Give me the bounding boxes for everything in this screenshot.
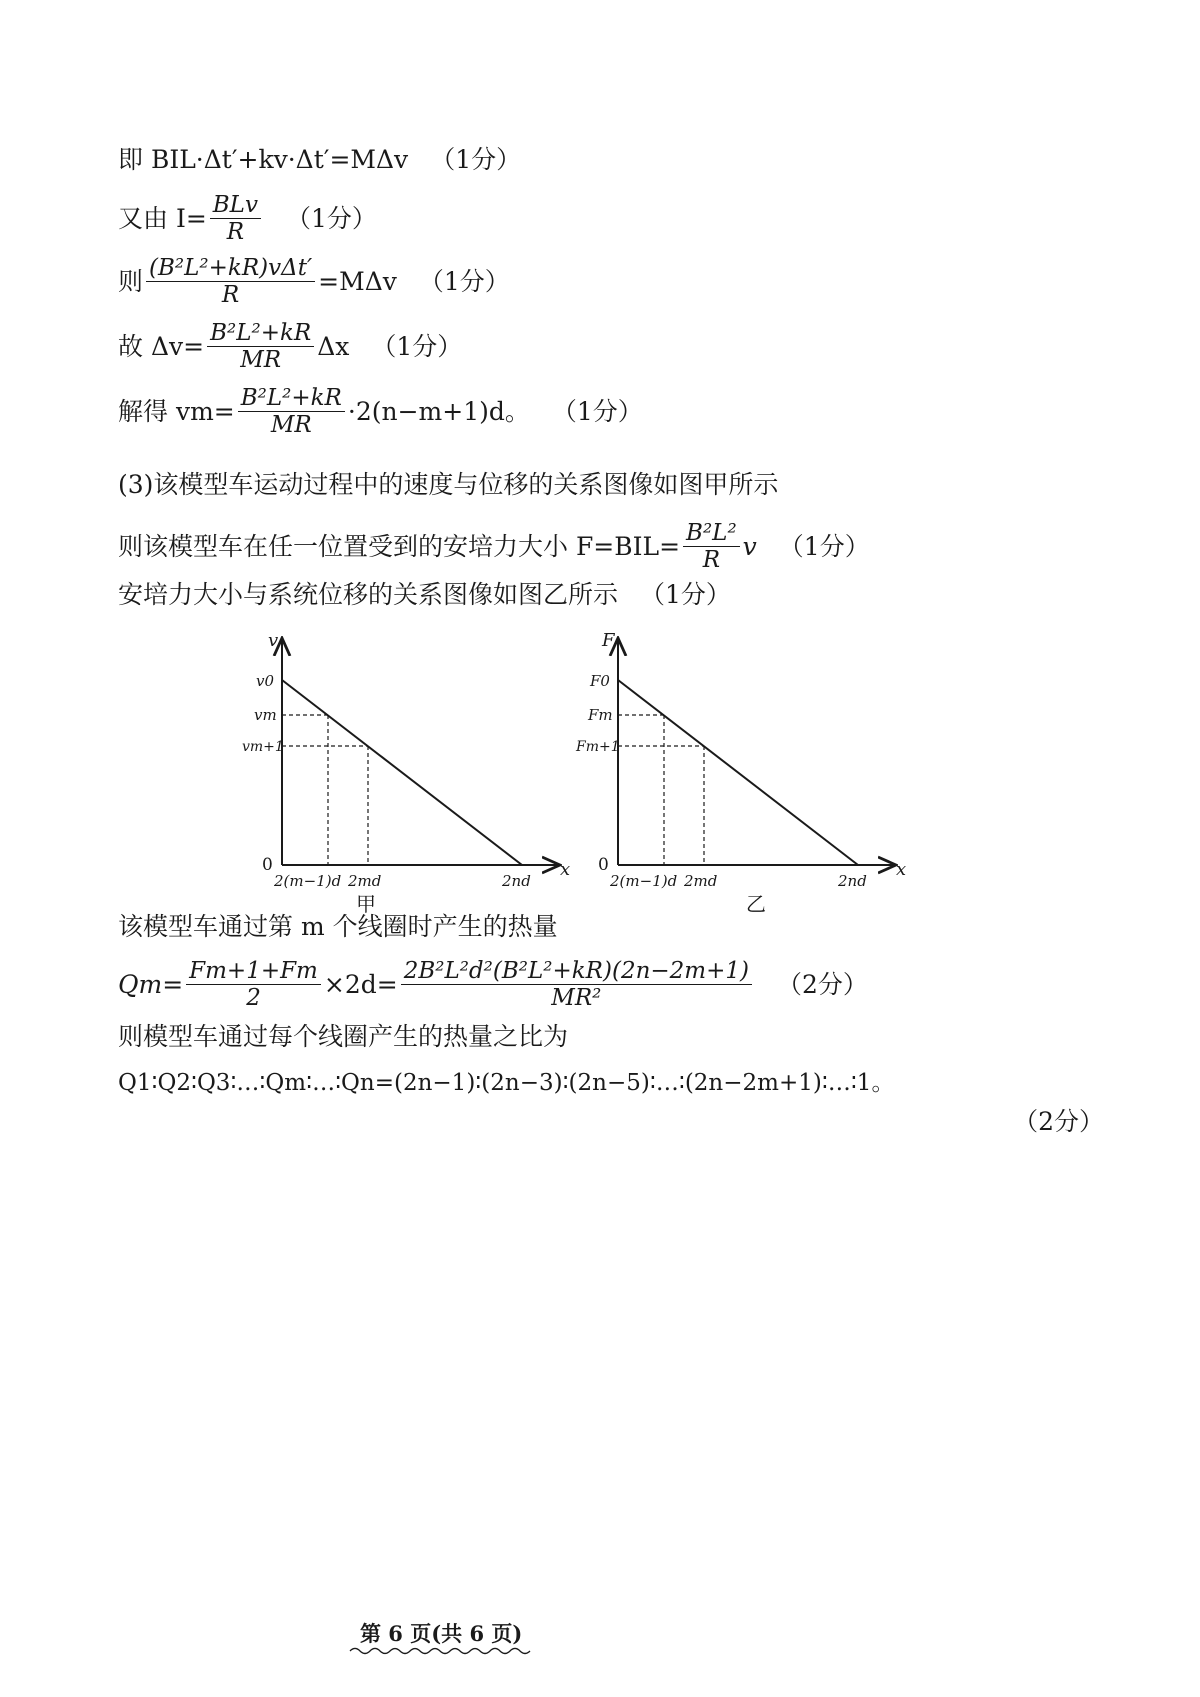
equation-prefix: 解得 vm=	[118, 396, 235, 426]
fraction	[146, 255, 315, 308]
equation-line-7	[118, 520, 870, 573]
equation-suffix: ·2(n−m+1)d。	[347, 396, 530, 426]
fraction	[401, 958, 752, 1011]
denominator: R	[226, 219, 245, 245]
fraction	[186, 958, 321, 1011]
paragraph-text: 安培力大小与系统位移的关系图像如图乙所示	[118, 580, 619, 609]
equation-text: Q1∶Q2∶Q3∶…∶Qm∶…∶Qn=(2n−1)∶(2n−3)∶(2n−5)∶…∶(2n−2m+1)∶…∶1。	[118, 1070, 895, 1096]
x-tick-label: 2(m−1)d	[610, 872, 678, 890]
fraction	[207, 320, 314, 373]
score-mark: （1分）	[418, 266, 510, 296]
denominator: R	[221, 282, 240, 308]
equation-suffix: v	[742, 531, 757, 561]
equation-prefix: 又由 I=	[118, 203, 207, 233]
denominator: R	[702, 547, 721, 573]
numerator: 2B²L²d²(B²L²+kR)(2n−2m+1)	[401, 958, 752, 985]
score-mark: （2分）	[1013, 1107, 1104, 1136]
fraction	[238, 385, 345, 438]
equation-line-10	[118, 958, 868, 1011]
score-mark: （1分）	[285, 203, 377, 233]
numerator: B²L²	[683, 520, 740, 547]
denominator: MR	[240, 347, 282, 373]
equation-line-12	[118, 1068, 894, 1098]
equation-prefix: 则该模型车在任一位置受到的安培力大小 F=BIL=	[118, 531, 681, 561]
numerator: Fm+1+Fm	[186, 958, 321, 985]
y-tick-label: vm+1	[242, 739, 284, 755]
x-tick-label: 2md	[684, 872, 718, 890]
velocity-displacement-graph	[240, 620, 580, 890]
equation-line-2	[118, 192, 377, 245]
x-tick-label: 2nd	[838, 872, 867, 890]
y-axis-label: F	[602, 630, 615, 651]
y-tick-label: Fm+1	[576, 739, 620, 755]
y-tick-label: v0	[256, 672, 275, 690]
x-tick-label: 2(m−1)d	[274, 872, 342, 890]
text-line-6	[118, 470, 778, 500]
equation-middle: ×2d=	[323, 969, 398, 999]
y-tick-label: vm	[254, 706, 277, 724]
x-tick-label: 2nd	[502, 872, 531, 890]
graph-caption: 乙	[746, 892, 766, 916]
denominator: MR	[270, 412, 312, 438]
trend-line	[618, 680, 858, 865]
x-axis-label: x	[560, 859, 571, 880]
origin-label: 0	[262, 855, 273, 875]
text-line-11	[118, 1022, 568, 1052]
score-mark: （1分）	[640, 580, 731, 609]
x-tick-label: 2md	[348, 872, 382, 890]
numerator: B²L²+kR	[238, 385, 345, 412]
equation-line-4	[118, 320, 462, 373]
score-mark: （1分）	[430, 145, 522, 174]
score-mark: （1分）	[778, 531, 870, 561]
paragraph-text: 则模型车通过每个线圈产生的热量之比为	[118, 1022, 569, 1051]
page-footer: 第 6 页(共 6 页)	[360, 1621, 523, 1646]
score-mark: （1分）	[551, 396, 643, 426]
score-mark: （2分）	[776, 969, 868, 999]
text-line-9	[118, 912, 558, 942]
equation-prefix: 故 Δv=	[118, 331, 205, 361]
equation-prefix: Qm=	[118, 969, 184, 999]
equation-text: 即 BIL·Δt′+kv·Δt′=MΔv	[118, 145, 409, 174]
x-axis-label: x	[896, 859, 907, 880]
equation-prefix: 则	[118, 266, 144, 296]
text-line-8	[118, 580, 731, 610]
equation-suffix: =MΔv	[318, 266, 397, 296]
equation-line-1	[118, 145, 521, 175]
y-tick-label: Fm	[588, 706, 613, 724]
denominator: MR²	[551, 985, 602, 1011]
fraction	[683, 520, 740, 573]
y-tick-label: F0	[590, 672, 610, 690]
graph-caption: 甲	[356, 892, 376, 916]
equation-suffix: Δx	[317, 331, 350, 361]
equation-line-3	[118, 255, 510, 308]
numerator: B²L²+kR	[207, 320, 314, 347]
equation-line-5	[118, 385, 643, 438]
paragraph-text: (3)该模型车运动过程中的速度与位移的关系图像如图甲所示	[118, 470, 779, 499]
numerator: BLv	[210, 192, 261, 219]
paragraph-text: 该模型车通过第 m 个线圈时产生的热量	[118, 912, 558, 941]
origin-label: 0	[598, 855, 609, 875]
footer-wavy-underline	[350, 1646, 530, 1656]
score-mark: （1分）	[371, 331, 463, 361]
fraction	[210, 192, 261, 245]
numerator: (B²L²+kR)vΔt′	[146, 255, 315, 282]
force-displacement-graph	[576, 620, 916, 890]
y-axis-label: v	[268, 630, 279, 651]
trend-line	[282, 680, 522, 865]
denominator: 2	[246, 985, 261, 1011]
